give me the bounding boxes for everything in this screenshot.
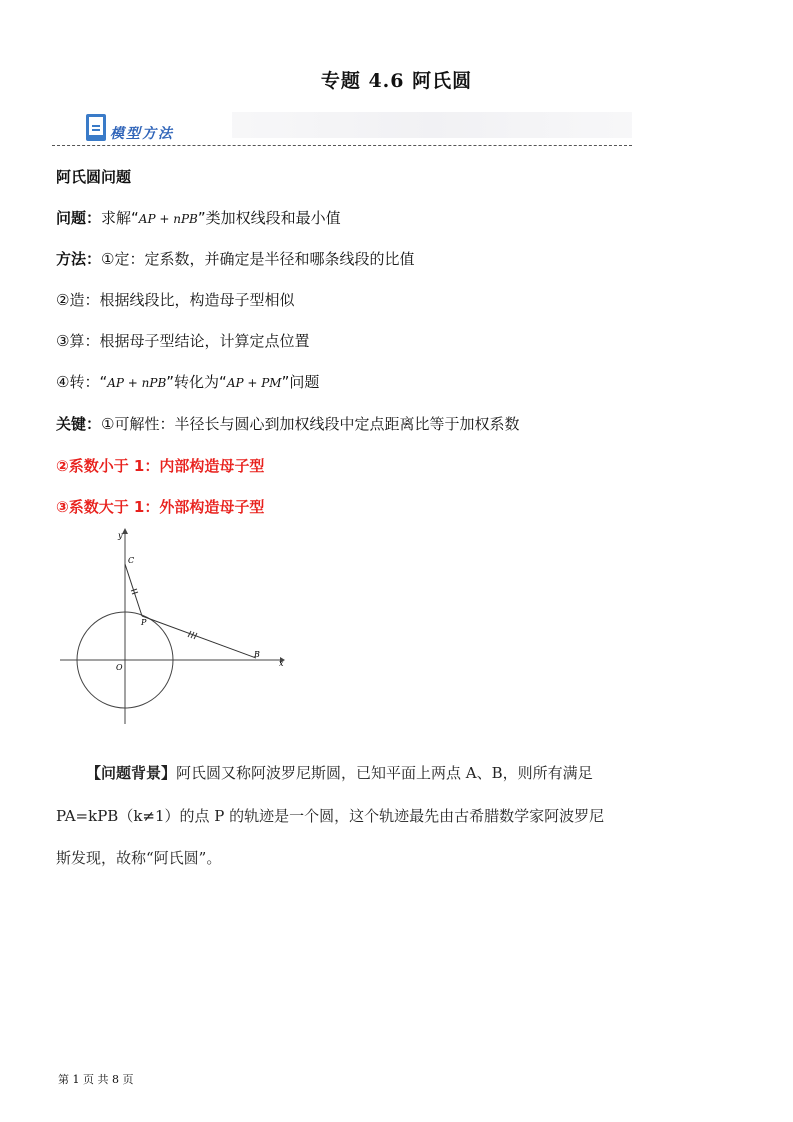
label-x: x: [279, 659, 284, 668]
background-text-1: 阿氏圆又称阿波罗尼斯圆，已知平面上两点 A、B，则所有满足: [176, 764, 593, 782]
step4-math2: AP + PM: [226, 376, 282, 390]
background-line-2: PA=kPB（k≠1）的点 P 的轨迹是一个圆，这个轨迹最先由古希腊数学家阿波罗尼: [56, 807, 605, 825]
document-icon: [86, 114, 106, 141]
red-note-2: ③系数大于 1：外部构造母子型: [56, 498, 265, 516]
page-title: 专题 4.6 阿氏圆: [320, 70, 473, 92]
page-footer: 第 1 页 共 8 页: [58, 1073, 134, 1086]
problem-line: [56, 207, 341, 228]
step4-mid: ”转化为“: [166, 373, 227, 391]
problem-math: AP + nPB: [138, 212, 198, 226]
method-text: ①定：定系数，并确定是半径和哪条线段的比值: [101, 250, 415, 268]
section-heading: 阿氏圆问题: [56, 168, 132, 186]
red-note-1: ②系数小于 1：内部构造母子型: [56, 457, 265, 475]
step4-pre: ④转：“: [56, 373, 108, 391]
label-o: O: [116, 663, 123, 672]
y-arrow: [122, 528, 128, 534]
segment-pb: [142, 616, 256, 658]
label-y: y: [118, 531, 123, 540]
step3-line: ③算：根据母子型结论，计算定点位置: [56, 332, 310, 350]
problem-pre: 求解“: [101, 209, 139, 227]
step4-line: [56, 371, 319, 392]
background-line-3: 斯发现，故称“阿氏圆”。: [56, 849, 222, 867]
apollonius-figure: [58, 524, 288, 728]
method-line: [56, 248, 414, 269]
background-label: 【问题背景】: [86, 764, 177, 782]
method-label: 方法：: [56, 250, 102, 268]
label-b: B: [254, 650, 260, 659]
banner-shade: [232, 112, 632, 138]
key-label: 关键：: [56, 415, 102, 433]
step4-math1: AP + nPB: [107, 376, 167, 390]
key-line: [56, 413, 519, 434]
step2-line: ②造：根据线段比，构造母子型相似: [56, 291, 295, 309]
problem-post: ”类加权线段和最小值: [197, 209, 341, 227]
label-p: P: [141, 618, 147, 627]
key-text: ①可解性：半径长与圆心到加权线段中定点距离比等于加权系数: [101, 415, 520, 433]
banner-label: 模型方法: [110, 126, 174, 142]
divider: [52, 145, 632, 146]
section-banner: [52, 110, 632, 152]
background-line-1: [56, 762, 593, 783]
step4-post: ”问题: [281, 373, 320, 391]
problem-label: 问题：: [56, 209, 102, 227]
label-c: C: [128, 556, 135, 565]
